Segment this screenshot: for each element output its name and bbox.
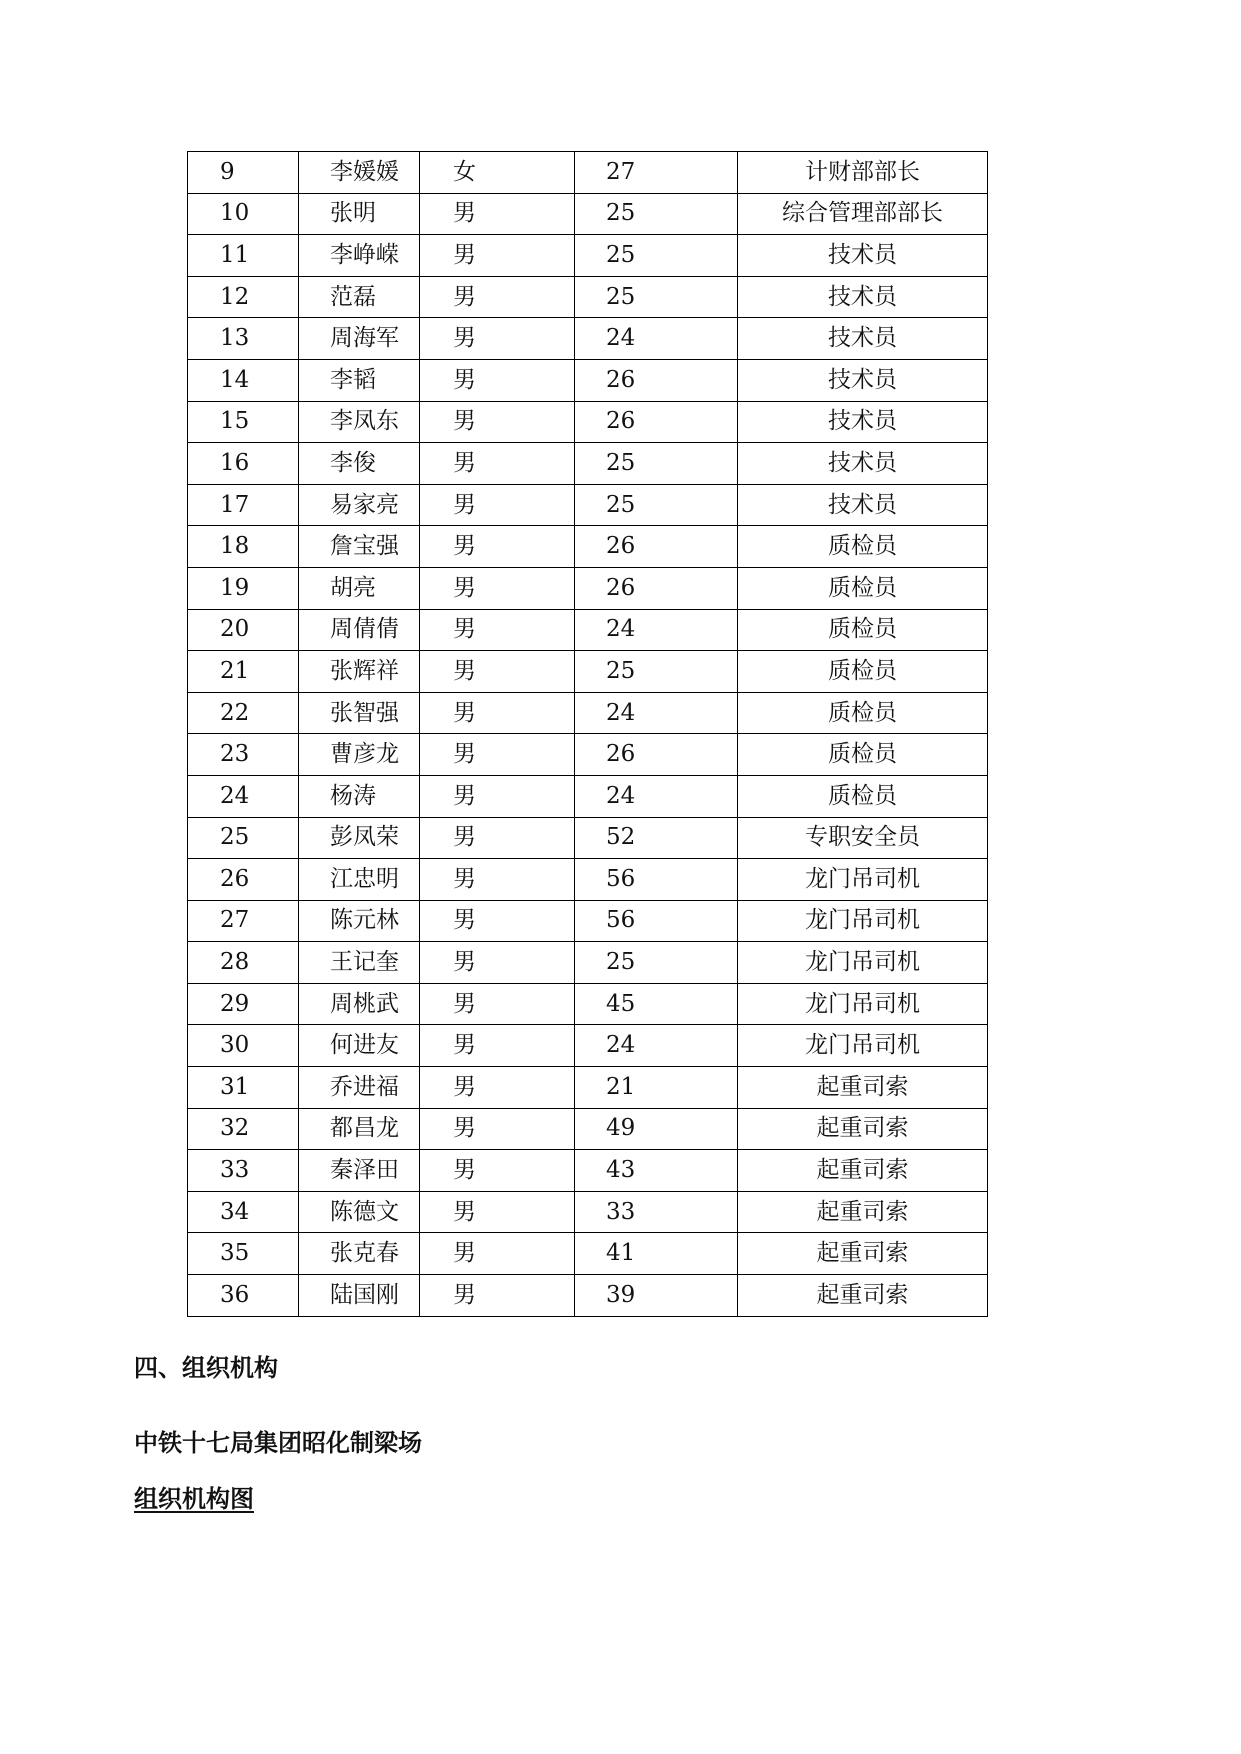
- row-number: 20: [188, 609, 299, 651]
- table-row: [188, 276, 988, 318]
- staff-role: 龙门吊司机: [738, 1025, 988, 1067]
- staff-gender: 男: [420, 359, 575, 401]
- staff-name: 陈元林: [299, 900, 420, 942]
- staff-role: 质检员: [738, 609, 988, 651]
- staff-name: 张克春: [299, 1233, 420, 1275]
- staff-gender: 男: [420, 1275, 575, 1317]
- table-row: [188, 318, 988, 360]
- staff-role: 质检员: [738, 692, 988, 734]
- row-number: 23: [188, 734, 299, 776]
- staff-gender: 男: [420, 401, 575, 443]
- row-number: 21: [188, 651, 299, 693]
- row-number: 26: [188, 859, 299, 901]
- staff-age: 45: [575, 983, 738, 1025]
- staff-role: 质检员: [738, 651, 988, 693]
- staff-gender: 男: [420, 567, 575, 609]
- staff-age: 49: [575, 1108, 738, 1150]
- staff-role: 技术员: [738, 484, 988, 526]
- staff-role: 龙门吊司机: [738, 900, 988, 942]
- table-row: [188, 609, 988, 651]
- staff-gender: 男: [420, 983, 575, 1025]
- table-row: [188, 235, 988, 277]
- staff-name: 李媛媛: [299, 152, 420, 194]
- row-number: 19: [188, 567, 299, 609]
- staff-name: 陆国刚: [299, 1275, 420, 1317]
- staff-role: 技术员: [738, 235, 988, 277]
- staff-role: 质检员: [738, 734, 988, 776]
- staff-role: 起重司索: [738, 1150, 988, 1192]
- staff-gender: 男: [420, 734, 575, 776]
- table-row: [188, 1191, 988, 1233]
- staff-gender: 男: [420, 942, 575, 984]
- row-number: 11: [188, 235, 299, 277]
- row-number: 25: [188, 817, 299, 859]
- staff-role: 技术员: [738, 443, 988, 485]
- staff-gender: 男: [420, 859, 575, 901]
- staff-role: 起重司索: [738, 1108, 988, 1150]
- staff-name: 杨涛: [299, 775, 420, 817]
- staff-name: 詹宝强: [299, 526, 420, 568]
- staff-role: 专职安全员: [738, 817, 988, 859]
- table-row: [188, 526, 988, 568]
- staff-name: 江忠明: [299, 859, 420, 901]
- staff-name: 李凤东: [299, 401, 420, 443]
- staff-age: 26: [575, 567, 738, 609]
- table-row: [188, 734, 988, 776]
- staff-age: 33: [575, 1191, 738, 1233]
- staff-age: 25: [575, 235, 738, 277]
- staff-age: 56: [575, 900, 738, 942]
- staff-role: 龙门吊司机: [738, 859, 988, 901]
- row-number: 30: [188, 1025, 299, 1067]
- staff-name: 曹彦龙: [299, 734, 420, 776]
- staff-gender: 男: [420, 1191, 575, 1233]
- staff-gender: 男: [420, 1108, 575, 1150]
- staff-gender: 男: [420, 651, 575, 693]
- staff-gender: 男: [420, 235, 575, 277]
- table-row: [188, 1067, 988, 1109]
- org-chart-title: 组织机构图: [134, 1485, 254, 1513]
- staff-age: 24: [575, 692, 738, 734]
- row-number: 12: [188, 276, 299, 318]
- staff-age: 39: [575, 1275, 738, 1317]
- staff-age: 41: [575, 1233, 738, 1275]
- staff-role: 计财部部长: [738, 152, 988, 194]
- row-number: 36: [188, 1275, 299, 1317]
- table-row: [188, 443, 988, 485]
- row-number: 15: [188, 401, 299, 443]
- table-row: [188, 484, 988, 526]
- staff-age: 43: [575, 1150, 738, 1192]
- staff-age: 24: [575, 609, 738, 651]
- staff-name: 秦泽田: [299, 1150, 420, 1192]
- staff-age: 26: [575, 359, 738, 401]
- staff-age: 24: [575, 1025, 738, 1067]
- staff-name: 张明: [299, 193, 420, 235]
- staff-name: 李俊: [299, 443, 420, 485]
- staff-name: 周桃武: [299, 983, 420, 1025]
- staff-role: 龙门吊司机: [738, 942, 988, 984]
- staff-gender: 男: [420, 609, 575, 651]
- staff-name: 陈德文: [299, 1191, 420, 1233]
- staff-gender: 男: [420, 1067, 575, 1109]
- staff-name: 都昌龙: [299, 1108, 420, 1150]
- row-number: 18: [188, 526, 299, 568]
- staff-name: 李韬: [299, 359, 420, 401]
- staff-gender: 男: [420, 1233, 575, 1275]
- staff-role: 起重司索: [738, 1233, 988, 1275]
- staff-age: 26: [575, 526, 738, 568]
- table-row: [188, 692, 988, 734]
- staff-gender: 男: [420, 1025, 575, 1067]
- organization-name: 中铁十七局集团昭化制梁场: [134, 1429, 422, 1457]
- row-number: 14: [188, 359, 299, 401]
- staff-name: 彭凤荣: [299, 817, 420, 859]
- staff-role: 技术员: [738, 359, 988, 401]
- staff-age: 26: [575, 734, 738, 776]
- row-number: 24: [188, 775, 299, 817]
- table-row: [188, 651, 988, 693]
- table-row: [188, 983, 988, 1025]
- staff-age: 25: [575, 484, 738, 526]
- table-row: [188, 900, 988, 942]
- staff-gender: 男: [420, 484, 575, 526]
- staff-role: 起重司索: [738, 1191, 988, 1233]
- row-number: 35: [188, 1233, 299, 1275]
- staff-age: 26: [575, 401, 738, 443]
- staff-age: 27: [575, 152, 738, 194]
- staff-gender: 男: [420, 276, 575, 318]
- staff-name: 范磊: [299, 276, 420, 318]
- staff-table-body: [188, 152, 988, 1317]
- row-number: 32: [188, 1108, 299, 1150]
- staff-age: 21: [575, 1067, 738, 1109]
- staff-age: 24: [575, 318, 738, 360]
- staff-role: 技术员: [738, 318, 988, 360]
- staff-age: 25: [575, 443, 738, 485]
- staff-role: 质检员: [738, 775, 988, 817]
- row-number: 22: [188, 692, 299, 734]
- row-number: 27: [188, 900, 299, 942]
- staff-role: 起重司索: [738, 1275, 988, 1317]
- staff-gender: 男: [420, 526, 575, 568]
- staff-name: 王记奎: [299, 942, 420, 984]
- staff-gender: 男: [420, 1150, 575, 1192]
- row-number: 31: [188, 1067, 299, 1109]
- staff-name: 胡亮: [299, 567, 420, 609]
- staff-gender: 男: [420, 817, 575, 859]
- row-number: 33: [188, 1150, 299, 1192]
- staff-age: 25: [575, 942, 738, 984]
- staff-age: 56: [575, 859, 738, 901]
- table-row: [188, 859, 988, 901]
- row-number: 34: [188, 1191, 299, 1233]
- staff-gender: 男: [420, 318, 575, 360]
- row-number: 16: [188, 443, 299, 485]
- row-number: 13: [188, 318, 299, 360]
- staff-name: 乔进福: [299, 1067, 420, 1109]
- table-row: [188, 1108, 988, 1150]
- row-number: 9: [188, 152, 299, 194]
- table-row: [188, 193, 988, 235]
- staff-role: 起重司索: [738, 1067, 988, 1109]
- table-row: [188, 775, 988, 817]
- staff-role: 质检员: [738, 567, 988, 609]
- table-row: [188, 817, 988, 859]
- staff-role: 综合管理部部长: [738, 193, 988, 235]
- staff-name: 张辉祥: [299, 651, 420, 693]
- table-row: [188, 567, 988, 609]
- staff-gender: 男: [420, 900, 575, 942]
- staff-name: 周倩倩: [299, 609, 420, 651]
- staff-age: 52: [575, 817, 738, 859]
- staff-gender: 男: [420, 193, 575, 235]
- staff-age: 25: [575, 276, 738, 318]
- table-row: [188, 152, 988, 194]
- staff-gender: 男: [420, 443, 575, 485]
- staff-role: 技术员: [738, 276, 988, 318]
- table-row: [188, 359, 988, 401]
- row-number: 29: [188, 983, 299, 1025]
- table-row: [188, 1233, 988, 1275]
- table-row: [188, 942, 988, 984]
- staff-role: 技术员: [738, 401, 988, 443]
- staff-role: 龙门吊司机: [738, 983, 988, 1025]
- row-number: 17: [188, 484, 299, 526]
- table-row: [188, 1025, 988, 1067]
- staff-role: 质检员: [738, 526, 988, 568]
- staff-table: [187, 151, 988, 1317]
- staff-name: 李峥嵘: [299, 235, 420, 277]
- row-number: 28: [188, 942, 299, 984]
- row-number: 10: [188, 193, 299, 235]
- staff-name: 何进友: [299, 1025, 420, 1067]
- staff-age: 25: [575, 193, 738, 235]
- section-heading: 四、组织机构: [134, 1354, 278, 1382]
- table-row: [188, 401, 988, 443]
- staff-gender: 男: [420, 692, 575, 734]
- table-row: [188, 1150, 988, 1192]
- table-row: [188, 1275, 988, 1317]
- staff-age: 24: [575, 775, 738, 817]
- staff-name: 张智强: [299, 692, 420, 734]
- staff-gender: 男: [420, 775, 575, 817]
- staff-gender: 女: [420, 152, 575, 194]
- staff-age: 25: [575, 651, 738, 693]
- staff-name: 易家亮: [299, 484, 420, 526]
- staff-name: 周海军: [299, 318, 420, 360]
